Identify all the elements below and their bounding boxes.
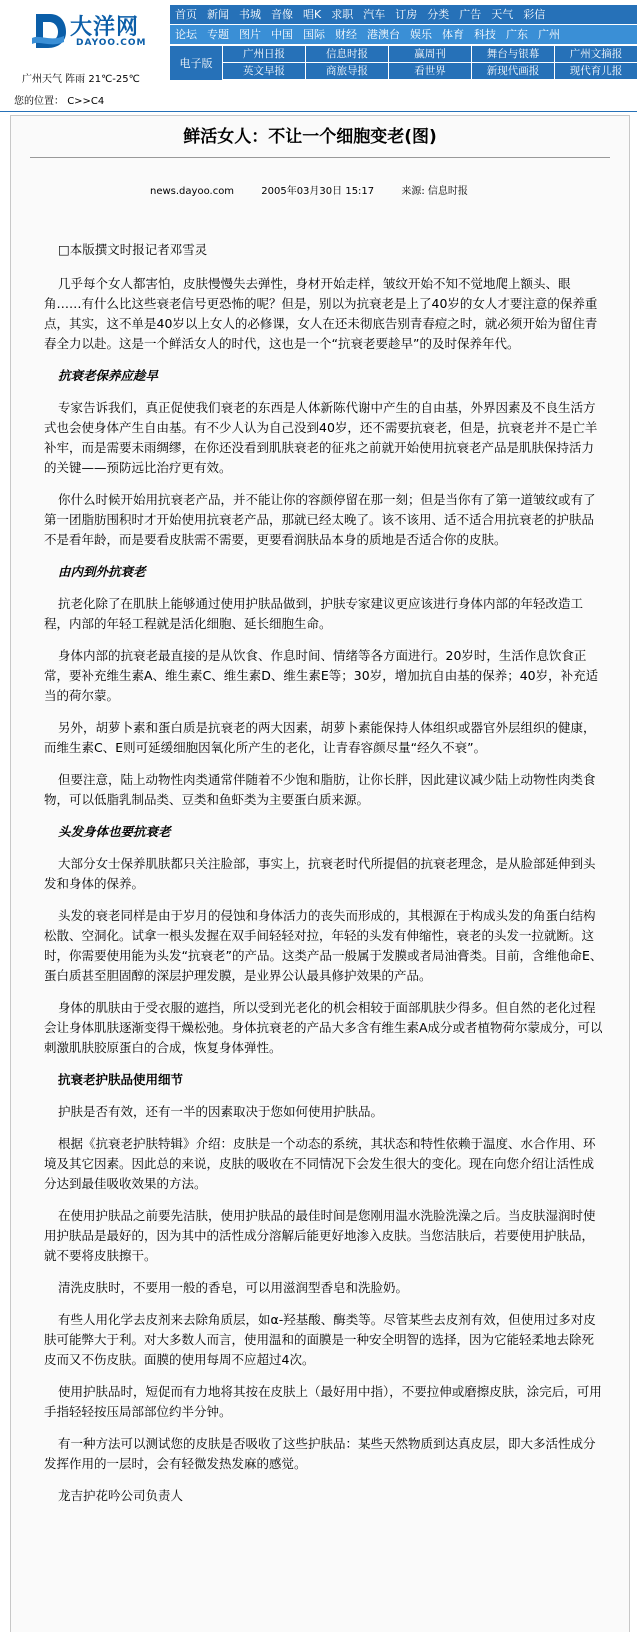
- article-paragraph: 另外，胡萝卜素和蛋白质是抗衰老的两大因素，胡萝卜素能保持人体组织或器官外层组织的健康，而维生素C、E则可延缓细胞因氧化所产生的老化，让青春容颜尽量“经久不衰”。: [44, 720, 596, 755]
- meta-site: news.dayoo.com: [150, 186, 235, 197]
- breadcrumb-label: 您的位置：: [14, 96, 64, 107]
- nav-secondary-link[interactable]: 图片: [239, 28, 261, 41]
- article-paragraph: 头发的衰老同样是由于岁月的侵蚀和身体活力的丧失而形成的，其根源在于构成头发的角蛋白结构松散、空洞化。试拿一根头发握在双手间轻轻对拉，年轻的头发有伸缩性，衰老的头发一拉就断。这时，你需要使用能为头发“抗衰老”的产品。这类产品一般属于发膜或者局油膏类。目前，含维他命E、蛋白质甚至胆固醇的深层护理发膜，是业界公认最具修护效果的产品。: [44, 908, 603, 983]
- nav-secondary-link[interactable]: 论坛: [175, 28, 197, 41]
- article-paragraph: 但要注意，陆上动物性肉类通常伴随着不少饱和脂肪，让你长胖，因此建议减少陆上动物性肉类食物，可以低脂乳制品类、豆类和鱼虾类为主要蛋白质来源。: [44, 772, 596, 807]
- logo-wordmark: 大洋网: [70, 15, 140, 40]
- epaper-link[interactable]: 赢周刊: [389, 46, 471, 62]
- nav-secondary-link[interactable]: 财经: [335, 28, 357, 41]
- nav-secondary-link[interactable]: 广东: [506, 28, 528, 41]
- article-body: [44, 240, 604, 1518]
- article-paragraph: 几乎每个女人都害怕，皮肤慢慢失去弹性，身材开始走样，皱纹开始不知不觉地爬上额头、眼角……有什么比这些衰老信号更恐怖的呢？但是，别以为抗衰老是上了40岁的女人才要注意的保养重点，其实，这不单是40岁以上女人的必修课，女人在还未彻底告别青春痘之时，就必须开始为留住青春全力以赴。这是一个鲜活女人的时代，这也是一个“抗衰老要趁早”的及时保养年代。: [44, 276, 598, 351]
- epaper-link[interactable]: 现代育儿报: [555, 63, 637, 79]
- nav-row-primary: [170, 5, 637, 24]
- nav-secondary-link[interactable]: 科技: [474, 28, 496, 41]
- meta-source: 来源: 信息时报: [401, 186, 468, 197]
- article-paragraph: 根据《抗衰老护肤特辑》介绍：皮肤是一个动态的系统，其状态和特性依赖于温度、水合作用、环境及其它因素。因此总的来说，皮肤的吸收在不同情况下会发生很大的变化。现在向您介绍让活性成分达到最佳吸收效果的方法。: [44, 1136, 596, 1191]
- section-heading: 由内到外抗衰老: [58, 564, 146, 579]
- nav-primary-link[interactable]: 订房: [395, 8, 418, 21]
- article-paragraph: 身体内部的抗衰老最直接的是从饮食、作息时间、情绪等各方面进行。20岁时，生活作息饮食正常，要补充维生素A、维生素C、维生素D、维生素E等；30岁，增加抗自由基的保养；40岁，补充适当的荷尔蒙。: [44, 648, 599, 703]
- meta-datetime: 2005年03月30日 15:17: [261, 186, 375, 197]
- nav-primary-link[interactable]: 汽车: [363, 8, 386, 21]
- section-heading: 头发身体也要抗衰老: [58, 824, 171, 839]
- article-paragraph: 护肤是否有效，还有一半的因素取决于您如何使用护肤品。: [58, 1104, 384, 1119]
- article-paragraph: 你什么时候开始用抗衰老产品，并不能让你的容颜停留在那一刻；但是当你有了第一道皱纹或有了第一团脂肪围积时才开始使用抗衰老产品，那就已经太晚了。该不该用、适不适合用抗衰老的护肤品不是看年龄，而是要看皮肤需不需要，更要看润肤品本身的质地是否适合你的皮肤。: [44, 492, 596, 547]
- logo-subtext: DAYOO.COM: [76, 38, 147, 48]
- nav-secondary-link[interactable]: 广州: [538, 28, 560, 41]
- article-paragraph: 使用护肤品时，短促而有力地将其按在皮肤上（最好用中指），不要拉伸或磨擦皮肤，涂完后，可用手指轻轻按压局部部位约半分钟。: [44, 1384, 602, 1419]
- article-paragraph: 龙吉护花吟公司负责人: [58, 1488, 184, 1503]
- nav-row-secondary: [170, 25, 637, 44]
- article-paragraph: 在使用护肤品之前要先洁肤，使用护肤品的最佳时间是您刚用温水洗脸洗澡之后。当皮肤湿润时使用护肤品是最好的，因为其中的活性成分溶解后能更好地渗入皮肤。当您洁肤后，若要使用护肤品，就不要将皮肤擦干。: [44, 1208, 596, 1263]
- nav-secondary-link[interactable]: 港澳台: [367, 28, 400, 41]
- top-navigation: [170, 5, 637, 80]
- article-paragraph: 清洗皮肤时，不要用一般的香皂，可以用滋润型香皂和洗脸奶。: [58, 1280, 409, 1295]
- epaper-link[interactable]: 广州文摘报: [555, 46, 637, 62]
- article-paragraph: 专家告诉我们，真正促使我们衰老的东西是人体新陈代谢中产生的自由基，外界因素及不良生活方式也会使身体产生自由基。有不少人认为自己没到40岁，还不需要抗衰老，但是，抗衰老并不是亡羊补牢，而是需要未雨绸缪，在你还没看到肌肤衰老的征兆之前就开始使用抗衰老产品是肌肤保持活力的关键——预防远比治疗更有效。: [44, 400, 598, 475]
- nav-secondary-link[interactable]: 中国: [271, 28, 293, 41]
- section-heading: 抗衰老护肤品使用细节: [58, 1072, 184, 1087]
- epaper-link[interactable]: 看世界: [389, 63, 471, 79]
- article-paragraph: 身体的肌肤由于受衣服的遮挡，所以受到光老化的机会相较于面部肌肤少得多。但自然的老化过程会让身体肌肤逐渐变得干燥松弛。身体抗衰老的产品大多含有维生素A成分或者植物荷尔蒙成分，可以刺激肌肤胶原蛋白的合成，恢复身体弹性。: [44, 1000, 603, 1055]
- weather-info: 广州天气 阵雨 21℃-25℃: [22, 74, 140, 85]
- article-byline: □本版撰文时报记者邓雪灵: [58, 242, 208, 257]
- epaper-link[interactable]: 舞台与银幕: [472, 46, 554, 62]
- nav-primary-link[interactable]: 书城: [239, 8, 261, 21]
- nav-primary-link[interactable]: 音像: [271, 8, 293, 21]
- nav-primary-link[interactable]: 唱K: [303, 8, 322, 21]
- article-paragraph: 有一种方法可以测试您的皮肤是否吸收了这些护肤品：某些天然物质到达真皮层，即大多活性成分发挥作用的一层时，会有轻微发热发麻的感觉。: [44, 1436, 596, 1471]
- epaper-link[interactable]: 商旅导报: [306, 63, 388, 79]
- article-title: 鲜活女人：不让一个细胞变老(图): [183, 127, 437, 147]
- nav-primary-link[interactable]: 分类: [427, 8, 450, 21]
- epaper-link[interactable]: 英文早报: [223, 63, 305, 79]
- nav-secondary-link[interactable]: 国际: [303, 28, 325, 41]
- epaper-link[interactable]: 广州日报: [223, 46, 305, 62]
- nav-primary-link[interactable]: 首页: [175, 8, 197, 21]
- nav-secondary-link[interactable]: 体育: [442, 28, 464, 41]
- site-header: [0, 0, 637, 112]
- title-divider: [30, 157, 610, 158]
- nav-primary-link[interactable]: 新闻: [207, 8, 229, 21]
- article-paragraph: 抗老化除了在肌肤上能够通过使用护肤品做到，护肤专家建议更应该进行身体内部的年轻改造工程，内部的年轻工程就是活化细胞、延长细胞生命。: [44, 596, 584, 631]
- section-heading: 抗衰老保养应趁早: [58, 368, 159, 383]
- dayoo-logo-icon: [30, 8, 70, 52]
- epaper-nav: [170, 46, 637, 80]
- header-divider: [0, 111, 637, 112]
- nav-secondary-link[interactable]: 娱乐: [410, 28, 432, 41]
- nav-primary-link[interactable]: 彩信: [523, 8, 546, 21]
- epaper-link[interactable]: 信息时报: [306, 46, 388, 62]
- breadcrumb-path[interactable]: C>>C4: [67, 96, 105, 107]
- nav-primary-link[interactable]: 广告: [459, 8, 482, 21]
- site-logo[interactable]: [30, 8, 155, 52]
- article-paragraph: 有些人用化学去皮剂来去除角质层，如α-羟基酸、酶类等。尽管某些去皮剂有效，但使用过多对皮肤可能弊大于利。对大多数人而言，使用温和的面膜是一种安全明智的选择，因为它能轻柔地去除死皮而又不伤皮肤。面膜的使用每周不应超过4次。: [44, 1312, 596, 1367]
- nav-primary-link[interactable]: 天气: [491, 8, 514, 21]
- epaper-links: [222, 46, 637, 80]
- epaper-link[interactable]: 新现代画报: [472, 63, 554, 79]
- article-paragraph: 大部分女士保养肌肤都只关注脸部，事实上，抗衰老时代所提倡的抗衰老理念，是从脸部延伸到头发和身体的保养。: [44, 856, 596, 891]
- nav-primary-link[interactable]: 求职: [331, 8, 354, 21]
- nav-secondary-link[interactable]: 专题: [207, 28, 229, 41]
- article-meta: [150, 182, 492, 197]
- epaper-label: 电子版: [170, 46, 222, 80]
- breadcrumb: [14, 92, 104, 107]
